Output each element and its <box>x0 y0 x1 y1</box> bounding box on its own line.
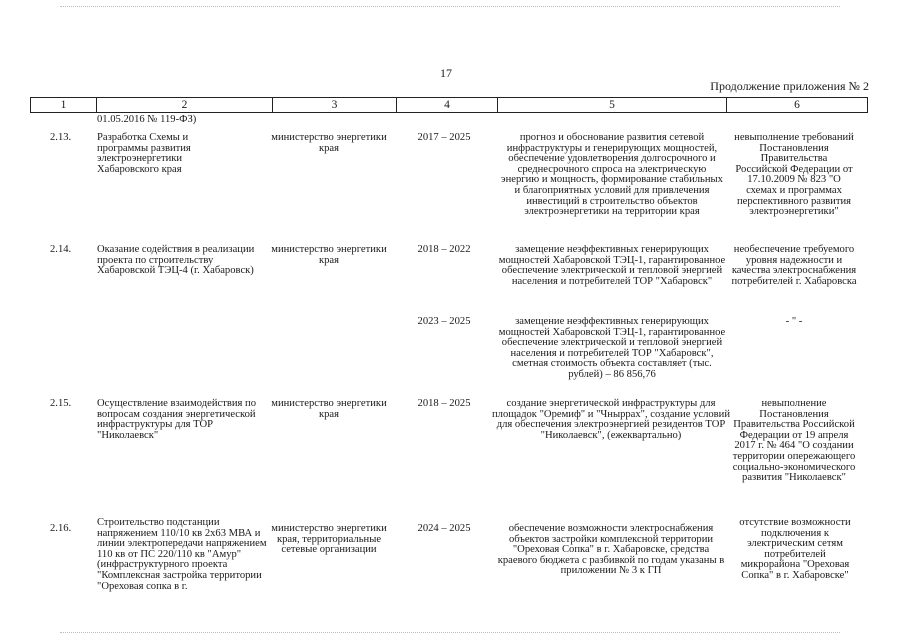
row-number: 2.16. <box>50 523 72 534</box>
carry-over-text: 01.05.2016 № 119-ФЗ) <box>97 114 197 125</box>
executor: министерство энергетики края <box>271 244 387 266</box>
continuation-label: Продолжение приложения № 2 <box>710 79 869 93</box>
scan-edge-top <box>60 6 840 7</box>
period: 2018 – 2022 <box>417 244 471 255</box>
col-2-number: 2 <box>97 98 273 113</box>
consequences: невыполнение требований Постановления Правительства Российской Федерации от 17.10.2009 № 823 "О схемах и программах перспективного развития электроэнергетики" <box>734 132 854 218</box>
col-5-number: 5 <box>498 98 727 113</box>
expected-result: замещение неэффективных генерирующих мощностей Хабаровской ТЭЦ-1, гарантированное обеспечение электрической и тепловой энергией населения и потребителей ТОР "Хабаровск", сметная стоимость объекта составляет (тыс. рублей) – 86 856,76 <box>498 316 726 380</box>
row-number: 2.14. <box>50 244 72 255</box>
expected-result: прогноз и обоснование развития сетевой инфраструктуры и генерирующих мощностей, обеспечение удовлетворения долгосрочного и среднесрочного спроса на электрическую энергию и мощность, формирование стабильных и благоприятных условий для привлечения инвестиций в строительство объектов электроэнергетики на территории края <box>501 132 723 218</box>
col-1-number: 1 <box>31 98 97 113</box>
row-number: 2.13. <box>50 132 72 143</box>
period: 2023 – 2025 <box>417 316 471 327</box>
scan-edge-bottom <box>60 632 840 633</box>
expected-result: создание энергетической инфраструктуры для площадок "Оремиф" и "Чныррах", создание условий для обеспечения электроэнергией резидентов ТОР "Николаевск", (ежеквартально) <box>492 398 731 441</box>
col-3-number: 3 <box>273 98 397 113</box>
measure-name: Оказание содействия в реализации проекта по строительству Хабаровской ТЭЦ-4 (г. Хабаровск) <box>97 244 255 277</box>
column-number-header <box>30 97 868 113</box>
row-number: 2.15. <box>50 398 72 409</box>
measure-name: Разработка Схемы и программы развития электроэнергетики Хабаровского края <box>97 132 191 175</box>
period: 2018 – 2025 <box>417 398 471 409</box>
page-number: 17 <box>440 66 452 80</box>
executor: министерство энергетики края <box>271 398 387 420</box>
consequences: необеспечение требуемого уровня надежности и качества электроснабжения потребителей г. Хабаровска <box>731 244 857 287</box>
expected-result: обеспечение возможности электроснабжения объектов застройки комплексной территории "Ореховая Сопка" в г. Хабаровске, средства краевого бюджета с разбивкой по годам указаны в приложении № 3 к ГП <box>497 523 725 577</box>
period: 2017 – 2025 <box>417 132 471 143</box>
measure-name: Осуществление взаимодействия по вопросам создания энергетической инфраструктуры для ТОР "Николаевск" <box>97 398 257 441</box>
expected-result: замещение неэффективных генерирующих мощностей Хабаровской ТЭЦ-1, гарантированное обеспечение электрической и тепловой энергией населения и потребителей ТОР "Хабаровск" <box>498 244 726 287</box>
measure-name: Строительство подстанции напряжением 110/10 кв 2х63 МВА и линии электропередачи напряжением 110 кв от ПС 220/110 кв "Амур"(инфраструктурного проекта "Комплексная застройка территории "Ореховая сопка в г. <box>97 517 267 592</box>
consequences: - " - <box>785 316 803 327</box>
executor: министерство энергетики края <box>271 132 387 154</box>
consequences: невыполнение Постановления Правительства Российской Федерации от 19 апреля 2017 г. № 464 "О создании территории опережающего социально-экономического развития "Николаевск" <box>732 398 856 484</box>
period: 2024 – 2025 <box>417 523 471 534</box>
executor: министерство энергетики края, территориальные сетевые организации <box>271 523 387 556</box>
col-6-number: 6 <box>727 98 868 113</box>
consequences: отсутствие возможности подключения к электрическим сетям потребителей микрорайона "Ореховая Сопка" в г. Хабаровске" <box>739 517 851 581</box>
col-4-number: 4 <box>397 98 498 113</box>
